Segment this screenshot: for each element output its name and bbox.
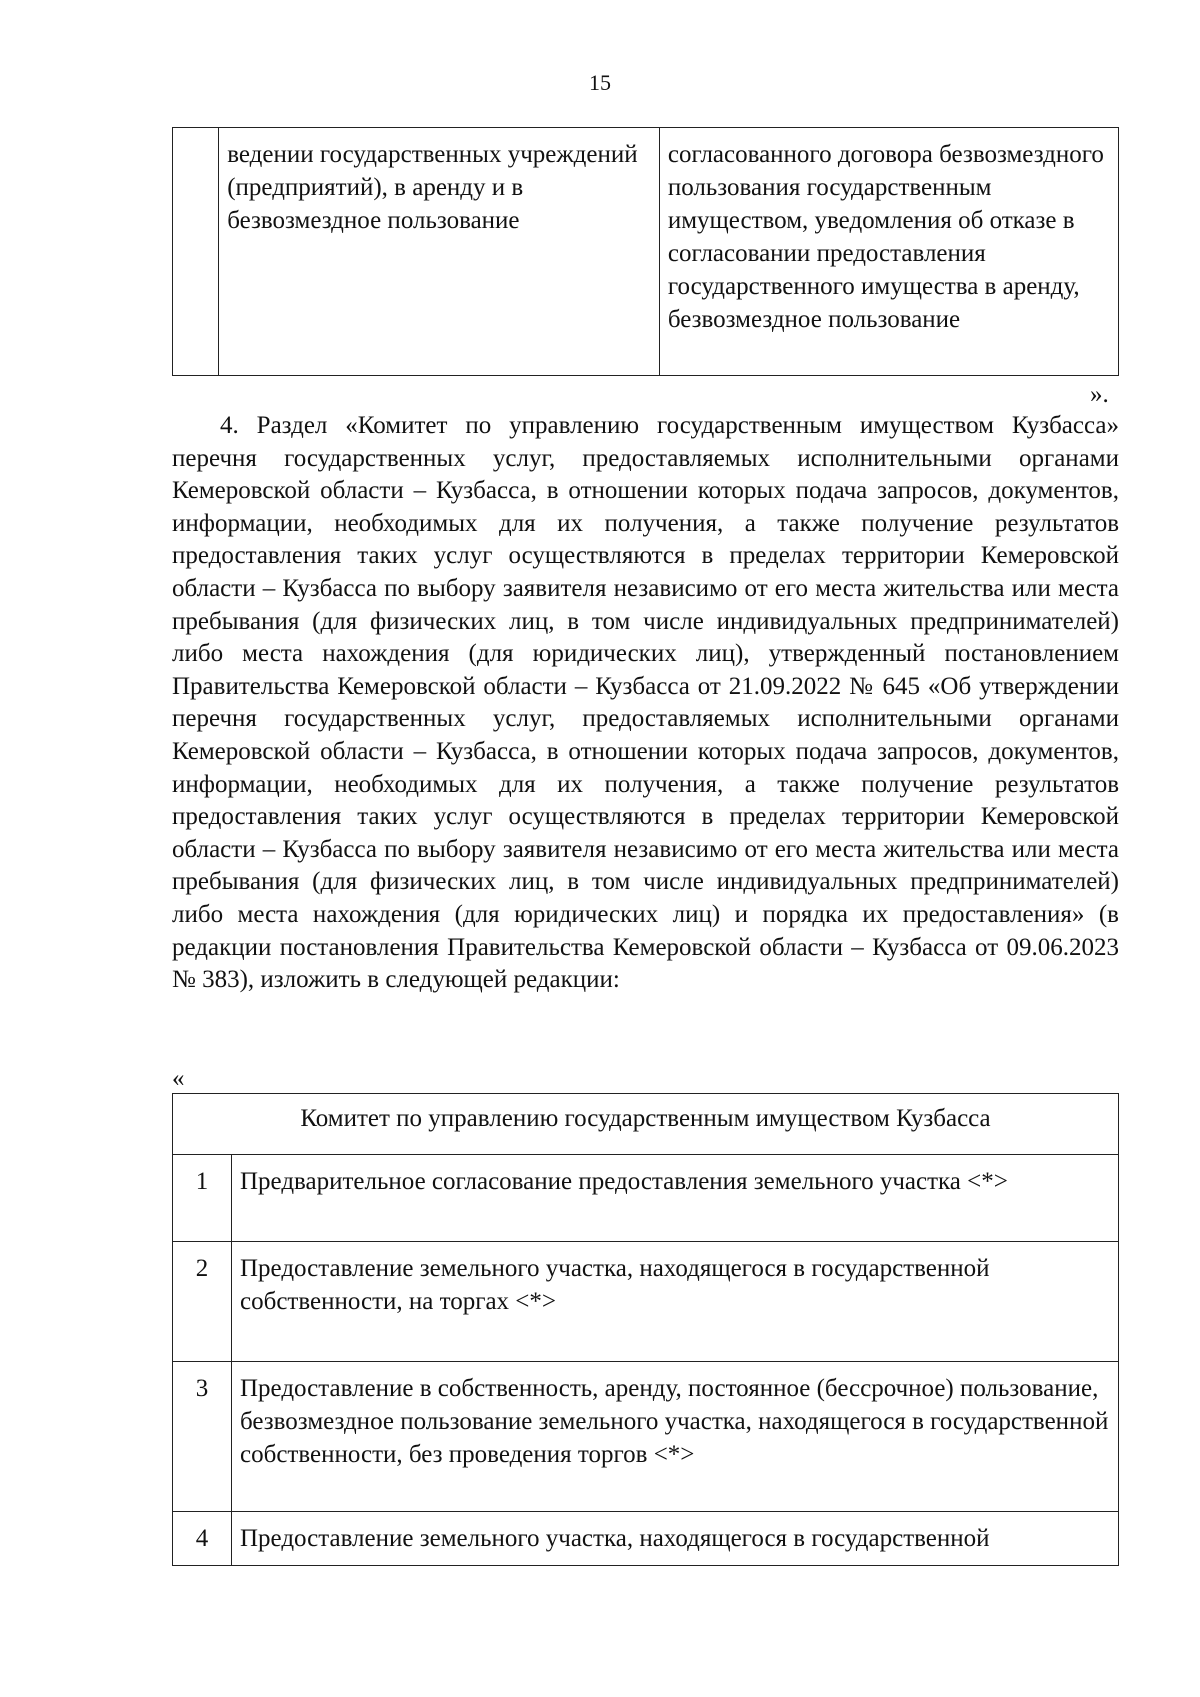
row-number: 4 <box>173 1512 232 1566</box>
table-row <box>173 128 1119 376</box>
table-header-row <box>173 1094 1119 1155</box>
table-cell-result: согласованного договора безвозмездного пользования государственным имуществом, уведомления об отказе в согласовании предоставления государственного имущества в аренду, безвозмездное пользование <box>659 128 1118 376</box>
row-text: Предварительное согласование предоставления земельного участка <*> <box>232 1155 1119 1242</box>
table-row <box>173 1155 1119 1242</box>
page-number: 15 <box>589 70 611 95</box>
table-cell-number <box>173 128 219 376</box>
opening-quote: « <box>172 1065 185 1092</box>
table-row <box>173 1362 1119 1512</box>
table-header: Комитет по управлению государственным имуществом Кузбасса <box>173 1094 1119 1155</box>
table-row <box>173 1242 1119 1362</box>
row-number: 1 <box>173 1155 232 1242</box>
row-text: Предоставление земельного участка, находящегося в государственной <box>232 1512 1119 1566</box>
continued-table <box>172 127 1119 376</box>
services-table <box>172 1093 1119 1566</box>
row-number: 3 <box>173 1362 232 1512</box>
table-cell-service: ведении государственных учреждений (предприятий), в аренду и в безвозмездное пользование <box>219 128 660 376</box>
row-text: Предоставление в собственность, аренду, постоянное (бессрочное) пользование, безвозмездное пользование земельного участка, находящегося в государственной собственности, без проведения торгов <*> <box>232 1362 1119 1512</box>
table-row <box>173 1512 1119 1566</box>
closing-quote: ». <box>1090 381 1109 408</box>
row-number: 2 <box>173 1242 232 1362</box>
row-text: Предоставление земельного участка, находящегося в государственной собственности, на торгах <*> <box>232 1242 1119 1362</box>
body-paragraph: 4. Раздел «Комитет по управлению государственным имуществом Кузбасса» перечня государственных услуг, предоставляемых исполнительными органами Кемеровской области – Кузбасса, в отношении которых подача запросов, документов, информации, необходимых для их получения, а также получение результатов предоставления таких услуг осуществляются в пределах территории Кемеровской области – Кузбасса по выбору заявителя независимо от его места жительства или места пребывания (для физических лиц, в том числе индивидуальных предпринимателей) либо места нахождения (для юридических лиц), утвержденный постановлением Правительства Кемеровской области – Кузбасса от 21.09.2022 № 645 «Об утверждении перечня государственных услуг, предоставляемых исполнительными органами Кемеровской области – Кузбасса, в отношении которых подача запросов, документов, информации, необходимых для их получения, а также получение результатов предоставления таких услуг осуществляются в пределах территории Кемеровской области – Кузбасса по выбору заявителя независимо от его места жительства или места пребывания (для физических лиц, в том числе индивидуальных предпринимателей) либо места нахождения (для юридических лиц) и порядка их предоставления» (в редакции постановления Правительства Кемеровской области – Кузбасса от 09.06.2023 № 383), изложить в следующей редакции: <box>172 412 1119 994</box>
